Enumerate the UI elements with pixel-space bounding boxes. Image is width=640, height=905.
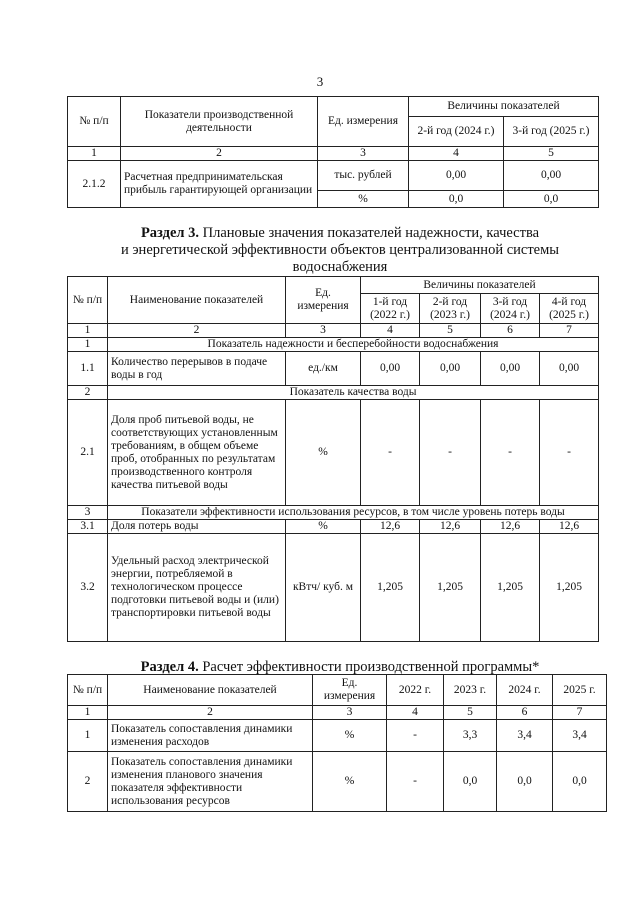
row-value: 0,0 [553, 752, 607, 812]
header-year-2: 2-й год (2024 г.) [409, 117, 504, 147]
section-3-title-line2: и энергетической эффективности объектов централизованной системы [120, 242, 560, 258]
row-value: 12,6 [481, 520, 540, 534]
row-value: 1,205 [361, 534, 420, 642]
header-unit: Ед. измерения [313, 675, 387, 706]
row-value: 3,4 [497, 720, 553, 752]
table-row [68, 400, 599, 506]
row-num: 3.2 [68, 534, 108, 642]
header-year: 2022 г. [387, 675, 444, 706]
colnum: 3 [313, 706, 387, 720]
header-num: № п/п [68, 97, 121, 147]
row-value: - [481, 400, 540, 506]
colnum: 2 [108, 324, 286, 338]
row-unit: % [286, 520, 361, 534]
row-name: Доля проб питьевой воды, не соответствующих установленным требованиям, в общем объеме проб, отобранных по результатам производственного контроля качества питьевой воды [108, 400, 286, 506]
colnum: 1 [68, 147, 121, 161]
header-num: № п/п [68, 277, 108, 324]
colnum: 7 [553, 706, 607, 720]
colnum: 5 [420, 324, 481, 338]
row-num: 3.1 [68, 520, 108, 534]
group-row [68, 386, 599, 400]
header-year: 1-й год (2022 г.) [361, 294, 420, 324]
section-3-title-line3: водоснабжения [292, 259, 388, 275]
header-name: Наименование показателей [108, 675, 313, 706]
row-num: 2 [68, 752, 108, 812]
group-title: Показатель качества воды [108, 386, 599, 400]
row-value: 0,0 [497, 752, 553, 812]
row-value: 0,00 [361, 352, 420, 386]
row-name: Показатель сопоставления динамики изменения планового значения показателя эффективности использования ресурсов [108, 752, 313, 812]
row-value: 0,0 [409, 191, 504, 208]
group-num: 2 [68, 386, 108, 400]
row-value: - [387, 752, 444, 812]
section-3-title-text: Плановые значения показателей надежности, качества [202, 225, 540, 241]
row-value: 12,6 [540, 520, 599, 534]
table-row [68, 534, 599, 642]
row-unit: % [286, 400, 361, 506]
row-value: - [361, 400, 420, 506]
row-unit: кВтч/ куб. м [286, 534, 361, 642]
row-value: 12,6 [361, 520, 420, 534]
column-numbers-row [68, 324, 599, 338]
row-value: 1,205 [420, 534, 481, 642]
colnum: 1 [68, 706, 108, 720]
row-value: - [387, 720, 444, 752]
row-value: 3,4 [553, 720, 607, 752]
header-name: Наименование показателей [108, 277, 286, 324]
row-num: 1.1 [68, 352, 108, 386]
page-number: 3 [316, 74, 324, 89]
colnum: 4 [361, 324, 420, 338]
group-num: 3 [68, 506, 108, 520]
colnum: 4 [409, 147, 504, 161]
header-year: 2-й год (2023 г.) [420, 294, 481, 324]
header-values: Величины показателей [361, 277, 599, 294]
production-indicators-table [67, 96, 599, 208]
table-row [68, 161, 599, 191]
row-unit: % [313, 752, 387, 812]
colnum: 5 [444, 706, 497, 720]
section-3-title [95, 225, 585, 242]
row-value: 12,6 [420, 520, 481, 534]
column-numbers-row [68, 147, 599, 161]
row-value: 0,0 [504, 191, 599, 208]
row-unit: ед./км [286, 352, 361, 386]
row-name: Показатель сопоставления динамики изменения расходов [108, 720, 313, 752]
colnum: 2 [121, 147, 318, 161]
colnum: 6 [481, 324, 540, 338]
group-row [68, 338, 599, 352]
colnum: 7 [540, 324, 599, 338]
group-row [68, 506, 599, 520]
colnum: 2 [108, 706, 313, 720]
header-year: 2023 г. [444, 675, 497, 706]
header-values: Величины показателей [409, 97, 599, 117]
header-year: 2025 г. [553, 675, 607, 706]
table-row [68, 352, 599, 386]
colnum: 1 [68, 324, 108, 338]
row-value: 1,205 [540, 534, 599, 642]
colnum: 3 [286, 324, 361, 338]
header-year: 2024 г. [497, 675, 553, 706]
row-unit: тыс. рублей [318, 161, 409, 191]
group-title: Показатели эффективности использования ресурсов, в том числе уровень потерь воды [108, 506, 599, 520]
colnum: 6 [497, 706, 553, 720]
header-unit: Ед. измерения [286, 277, 361, 324]
header-indicator: Показатели производственной деятельности [121, 97, 318, 147]
row-value: 0,00 [504, 161, 599, 191]
row-num: 2.1.2 [68, 161, 121, 208]
row-name: Доля потерь воды [108, 520, 286, 534]
row-num: 2.1 [68, 400, 108, 506]
header-unit: Ед. измерения [318, 97, 409, 147]
group-num: 1 [68, 338, 108, 352]
row-unit: % [318, 191, 409, 208]
table-row [68, 720, 607, 752]
header-num: № п/п [68, 675, 108, 706]
row-value: 0,00 [420, 352, 481, 386]
table-row [68, 752, 607, 812]
row-value: - [420, 400, 481, 506]
row-value: 0,00 [540, 352, 599, 386]
efficiency-table [67, 674, 607, 812]
reliability-indicators-table [67, 276, 599, 642]
header-year: 3-й год (2024 г.) [481, 294, 540, 324]
group-title: Показатель надежности и бесперебойности водоснабжения [108, 338, 599, 352]
column-numbers-row [68, 706, 607, 720]
row-value: 3,3 [444, 720, 497, 752]
colnum: 5 [504, 147, 599, 161]
section-3-label: Раздел 3. [140, 225, 200, 241]
row-name: Количество перерывов в подаче воды в год [108, 352, 286, 386]
row-name: Расчетная предпринимательская прибыль гарантирующей организации [121, 161, 318, 208]
colnum: 3 [318, 147, 409, 161]
row-value: 0,00 [481, 352, 540, 386]
colnum: 4 [387, 706, 444, 720]
header-year-3: 3-й год (2025 г.) [504, 117, 599, 147]
row-unit: % [313, 720, 387, 752]
row-name: Удельный расход электрической энергии, потребляемой в технологическом процессе подготовки питьевой воды и (или) транспортировки питьевой воды [108, 534, 286, 642]
row-value: - [540, 400, 599, 506]
section-4-label: Раздел 4. [140, 659, 199, 675]
row-num: 1 [68, 720, 108, 752]
row-value: 1,205 [481, 534, 540, 642]
row-value: 0,0 [444, 752, 497, 812]
table-row [68, 520, 599, 534]
row-value: 0,00 [409, 161, 504, 191]
header-year: 4-й год (2025 г.) [540, 294, 599, 324]
section-4-title-text: Расчет эффективности производственной программы* [202, 659, 540, 675]
